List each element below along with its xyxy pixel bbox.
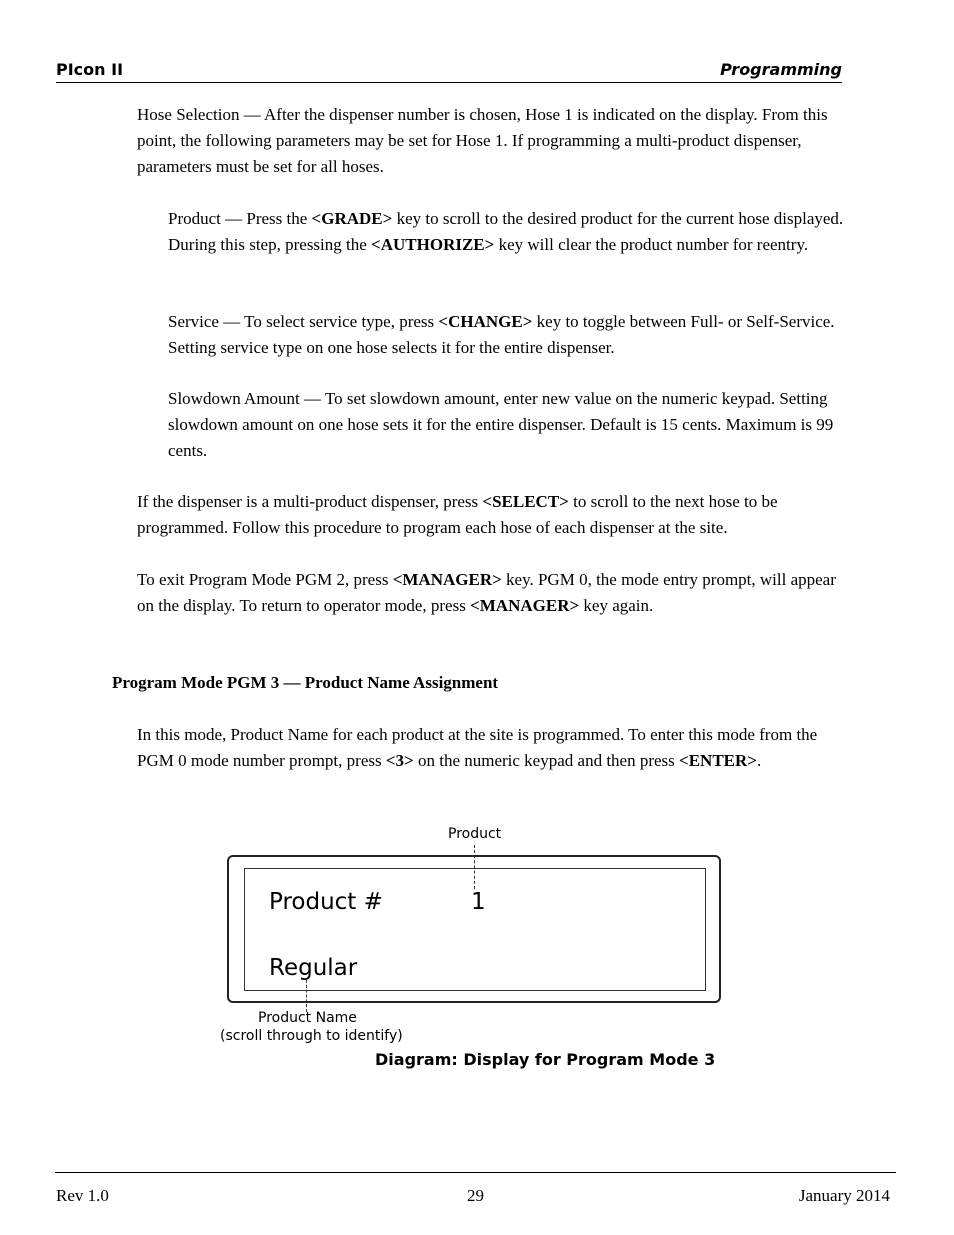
text: Product — Press the [168,209,312,228]
footer-revision: Rev 1.0 [56,1186,109,1205]
text: key to scroll to the desired product for the current hose displayed. During this step, pressing the [168,209,844,254]
footer-page-number: 29 [467,1186,484,1205]
leader-line-product-name [306,980,307,1012]
text: key to toggle between Full- or Self-Service. Setting service type on one hose selects it for the entire dispenser. [168,312,835,357]
text: key will clear the product number for reentry. [494,235,809,254]
paragraph-pgm3 [137,722,837,774]
header-product-name: PIcon II [56,60,124,79]
footer-divider [55,1172,896,1173]
text: Service — To select service type, press [168,312,439,331]
display-line1-value: 1 [471,889,486,915]
key-enter: <ENTER> [679,751,757,770]
text: To exit Program Mode PGM 2, press [137,570,393,589]
diagram-label-scroll-note: (scroll through to identify) [220,1028,403,1044]
display-line1-label: Product # [269,889,383,915]
display-line2: Regular [269,955,358,981]
paragraph-slowdown: Slowdown Amount — To set slowdown amount, enter new value on the numeric keypad. Setting slowdown amount on one hose sets it for the entire dispenser. Default is 15 cents. Maximum is 99 cents. [168,389,834,460]
paragraph-service [168,309,848,361]
key-change: <CHANGE> [438,312,533,331]
text: key. PGM 0, the mode entry prompt, will appear on the display. To return to operator mode, press [137,570,836,615]
header-section-name: Programming [720,60,842,79]
display-diagram [218,822,738,1077]
key-manager: <MANAGER> [392,570,502,589]
key-authorize: <AUTHORIZE> [371,235,495,254]
paragraph-exit [137,567,847,619]
section-heading: Program Mode PGM 3 — Product Name Assignment [112,673,499,692]
diagram-label-product-name: Product Name [258,1010,357,1026]
text: . [756,751,762,770]
text: If the dispenser is a multi-product dispenser, press [137,492,483,511]
key-select: <SELECT> [482,492,569,511]
text: In this mode, Product Name for each product at the site is programmed. To enter this mode from the PGM 0 mode number prompt, press [137,725,818,770]
key-grade: <GRADE> [311,209,393,228]
diagram-label-product: Product [448,826,502,842]
footer-date: January 2014 [798,1186,890,1205]
text: on the numeric keypad and then press [413,751,680,770]
key-manager: <MANAGER> [470,596,580,615]
diagram-caption: Diagram: Display for Program Mode 3 [375,1050,716,1069]
page-header [56,58,842,83]
paragraph-multi-product [137,489,847,541]
leader-line-product [474,845,475,889]
paragraph-product [168,206,848,258]
text: key again. [579,596,654,615]
paragraph-hose-selection: Hose Selection — After the dispenser number is chosen, Hose 1 is indicated on the display. From this point, the following parameters may be set for Hose 1. If programming a multi-product dispenser, parameters must be set for all hoses. [137,105,828,176]
text: to scroll to the next hose to be programmed. Follow this procedure to program each hose of each dispenser at the site. [137,492,778,537]
key-3: <3> [385,751,414,770]
